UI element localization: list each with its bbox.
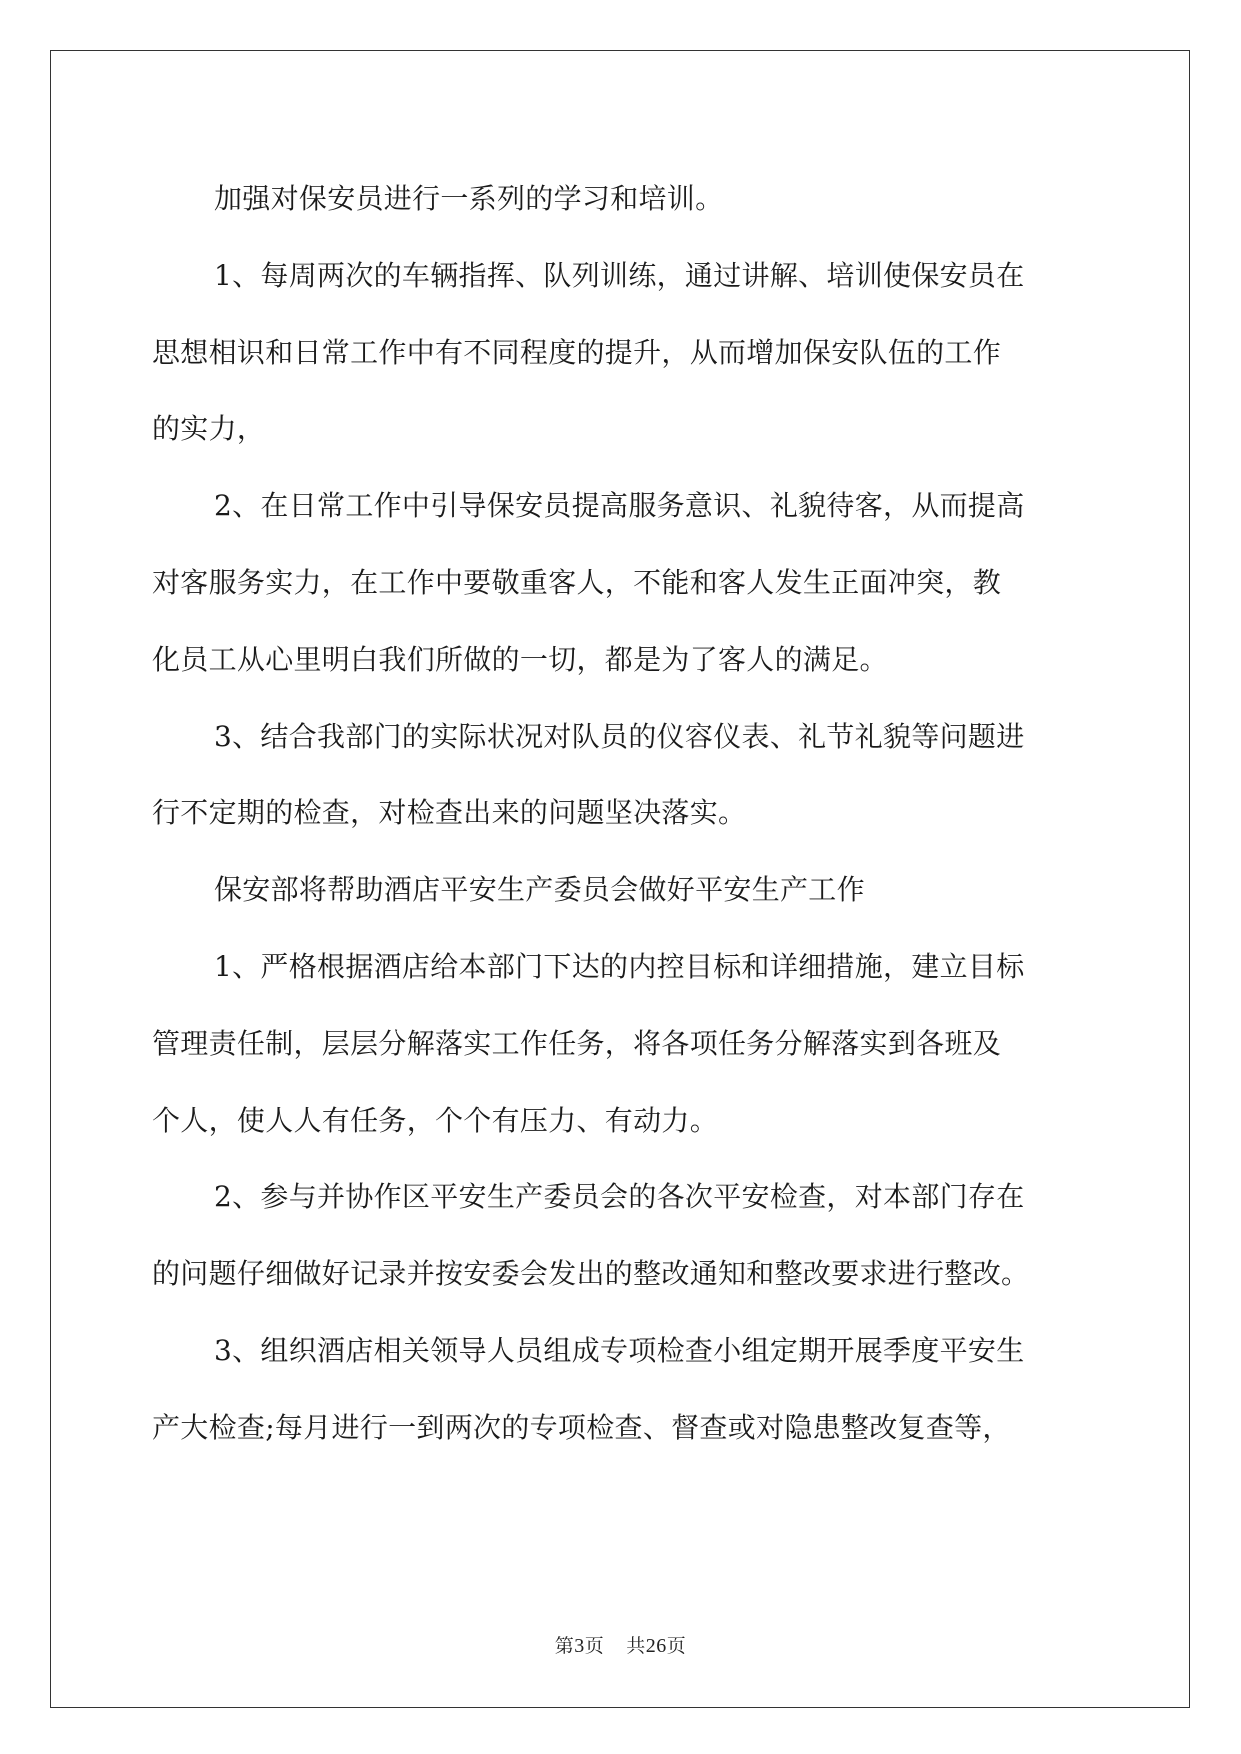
page-current: 3 xyxy=(574,1635,585,1657)
text-line: 2、参与并协作区平安生产委员会的各次平安检查，对本部门存在 xyxy=(214,1180,1025,1214)
paragraph xyxy=(152,1313,1090,1467)
total-prefix: 共 xyxy=(626,1635,646,1657)
paragraph xyxy=(152,699,1090,853)
text-line: 2、在日常工作中引导保安员提高服务意识、礼貌待客，从而提高 xyxy=(214,489,1025,523)
page-total xyxy=(626,1635,686,1657)
text-line: 对客服务实力，在工作中要敬重客人，不能和客人发生正面冲突，教 xyxy=(152,565,1002,599)
page-suffix: 页 xyxy=(584,1635,605,1657)
text-line: 产大检查;每月进行一到两次的专项检查、督查或对隐患整改复查等， xyxy=(152,1410,1011,1444)
text-line: 思想相识和日常工作中有不同程度的提升，从而增加保安队伍的工作 xyxy=(152,335,1002,369)
text-line: 加强对保安员进行一系列的学习和培训。 xyxy=(214,182,724,215)
text-line: 个人，使人人有任务，个个有压力、有动力。 xyxy=(152,1103,719,1137)
total-count: 26 xyxy=(645,1635,667,1657)
text-line: 的实力， xyxy=(152,412,266,446)
paragraph xyxy=(152,1159,1090,1313)
paragraph xyxy=(152,238,1090,468)
paragraph xyxy=(152,852,1090,929)
text-line: 保安部将帮助酒店平安生产委员会做好平安生产工作 xyxy=(214,873,865,907)
paragraph xyxy=(152,929,1090,1159)
page-footer xyxy=(0,1631,1241,1658)
paragraph xyxy=(152,161,1090,238)
text-line: 3、组织酒店相关领导人员组成专项检查小组定期开展季度平安生 xyxy=(214,1333,1025,1367)
paragraph xyxy=(152,468,1090,698)
text-line: 管理责任制，层层分解落实工作任务，将各项任务分解落实到各班及 xyxy=(152,1026,1002,1060)
text-line: 化员工从心里明白我们所做的一切，都是为了客人的满足。 xyxy=(152,642,888,676)
text-line: 1、每周两次的车辆指挥、队列训练，通过讲解、培训使保安员在 xyxy=(214,258,1025,292)
document-body xyxy=(152,161,1090,1467)
page-number xyxy=(555,1635,605,1657)
text-line: 3、结合我部门的实际状况对队员的仪容仪表、礼节礼貌等问题进 xyxy=(214,719,1025,753)
text-line: 行不定期的检查，对检查出来的问题坚决落实。 xyxy=(152,796,747,830)
text-line: 1、严格根据酒店给本部门下达的内控目标和详细措施，建立目标 xyxy=(214,949,1025,983)
page-prefix: 第 xyxy=(554,1635,575,1657)
total-suffix: 页 xyxy=(666,1635,687,1657)
text-line: 的问题仔细做好记录并按安委会发出的整改通知和整改要求进行整改。 xyxy=(152,1257,1030,1291)
